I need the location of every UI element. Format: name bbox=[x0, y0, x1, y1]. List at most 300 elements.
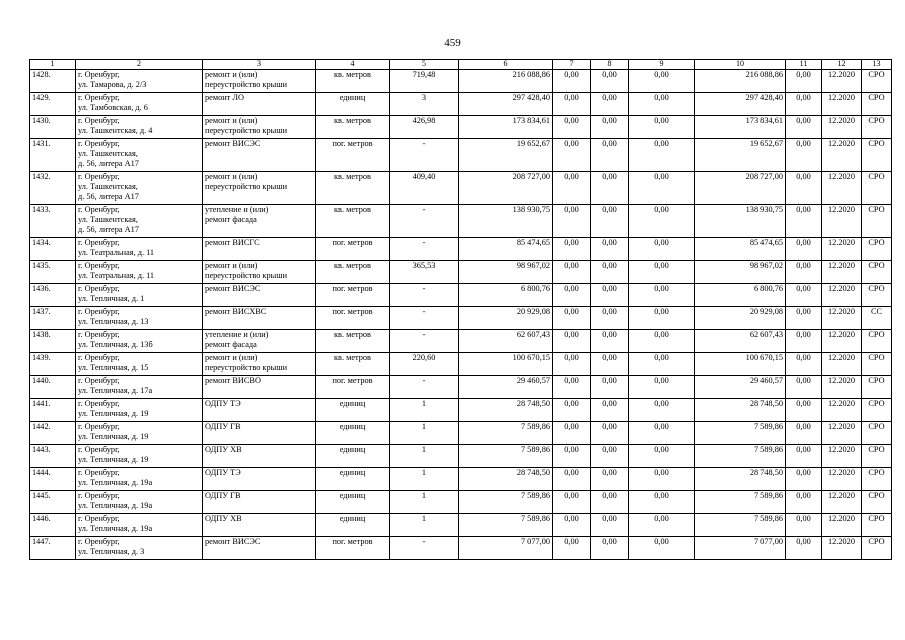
col7-cell: 0,00 bbox=[553, 93, 591, 116]
col11-cell: 0,00 bbox=[786, 116, 822, 139]
work-type-cell-line: ремонт ВИСЭС bbox=[205, 537, 261, 546]
unit-cell: кв. метров bbox=[316, 172, 390, 205]
col9-cell: 0,00 bbox=[629, 172, 695, 205]
row-number: 1434. bbox=[30, 238, 76, 261]
table-row bbox=[30, 514, 892, 537]
table-row bbox=[30, 70, 892, 93]
total-cost-cell: 62 607,43 bbox=[459, 330, 553, 353]
row-number: 1431. bbox=[30, 139, 76, 172]
row-number: 1439. bbox=[30, 353, 76, 376]
column-header: 12 bbox=[822, 60, 862, 70]
row-number: 1433. bbox=[30, 205, 76, 238]
work-type-cell-line: ремонт ВИСВО bbox=[205, 376, 261, 385]
row-number: 1441. bbox=[30, 399, 76, 422]
column-header: 5 bbox=[390, 60, 459, 70]
col7-cell: 0,00 bbox=[553, 445, 591, 468]
address-cell bbox=[76, 376, 203, 399]
date-cell: 12.2020 bbox=[822, 261, 862, 284]
col11-cell: 0,00 bbox=[786, 307, 822, 330]
work-type-cell bbox=[203, 491, 316, 514]
address-cell-line: г. Оренбург, bbox=[78, 491, 120, 500]
unit-cell: единиц bbox=[316, 93, 390, 116]
address-cell-line: ул. Ташкентская, bbox=[78, 149, 138, 158]
unit-cell: пог. метров bbox=[316, 376, 390, 399]
address-cell bbox=[76, 70, 203, 93]
date-cell: 12.2020 bbox=[822, 93, 862, 116]
work-type-cell bbox=[203, 399, 316, 422]
quantity-cell: 1 bbox=[390, 491, 459, 514]
date-cell: 12.2020 bbox=[822, 399, 862, 422]
total-cost-cell: 7 589,86 bbox=[459, 491, 553, 514]
registry-table bbox=[29, 59, 892, 560]
total-cost-cell: 297 428,40 bbox=[459, 93, 553, 116]
col9-cell: 0,00 bbox=[629, 330, 695, 353]
col7-cell: 0,00 bbox=[553, 468, 591, 491]
col9-cell: 0,00 bbox=[629, 353, 695, 376]
work-type-cell-line: ремонт и (или) bbox=[205, 116, 258, 125]
address-cell-line: г. Оренбург, bbox=[78, 238, 120, 247]
unit-cell: кв. метров bbox=[316, 261, 390, 284]
col8-cell: 0,00 bbox=[591, 537, 629, 560]
work-type-cell bbox=[203, 376, 316, 399]
quantity-cell: - bbox=[390, 330, 459, 353]
address-cell bbox=[76, 399, 203, 422]
col10-cell: 173 834,61 bbox=[695, 116, 786, 139]
work-type-cell bbox=[203, 537, 316, 560]
col8-cell: 0,00 bbox=[591, 261, 629, 284]
page-number: 459 bbox=[444, 37, 461, 49]
quantity-cell: 409,40 bbox=[390, 172, 459, 205]
date-cell: 12.2020 bbox=[822, 491, 862, 514]
table-row bbox=[30, 445, 892, 468]
table-row bbox=[30, 468, 892, 491]
address-cell bbox=[76, 468, 203, 491]
row-number: 1429. bbox=[30, 93, 76, 116]
unit-cell: единиц bbox=[316, 491, 390, 514]
address-cell bbox=[76, 284, 203, 307]
total-cost-cell: 85 474,65 bbox=[459, 238, 553, 261]
address-cell-line: г. Оренбург, bbox=[78, 422, 120, 431]
work-type-cell-line: ОДПУ ХВ bbox=[205, 445, 242, 454]
col9-cell: 0,00 bbox=[629, 238, 695, 261]
unit-cell: единиц bbox=[316, 468, 390, 491]
work-type-cell-line: ремонт ВИСГС bbox=[205, 238, 260, 247]
work-type-cell bbox=[203, 238, 316, 261]
quantity-cell: 1 bbox=[390, 514, 459, 537]
total-cost-cell: 7 589,86 bbox=[459, 445, 553, 468]
total-cost-cell: 208 727,00 bbox=[459, 172, 553, 205]
address-cell-line: г. Оренбург, bbox=[78, 445, 120, 454]
address-cell bbox=[76, 422, 203, 445]
table-row bbox=[30, 422, 892, 445]
method-cell: СРО bbox=[862, 238, 892, 261]
table-row bbox=[30, 139, 892, 172]
col8-cell: 0,00 bbox=[591, 491, 629, 514]
column-header: 11 bbox=[786, 60, 822, 70]
col7-cell: 0,00 bbox=[553, 238, 591, 261]
address-cell bbox=[76, 116, 203, 139]
address-cell bbox=[76, 261, 203, 284]
col9-cell: 0,00 bbox=[629, 468, 695, 491]
table-row bbox=[30, 307, 892, 330]
column-number-row bbox=[30, 60, 892, 70]
method-cell: СРО bbox=[862, 261, 892, 284]
address-cell-line: ул. Тепличная, д. 19а bbox=[78, 524, 153, 533]
col9-cell: 0,00 bbox=[629, 70, 695, 93]
date-cell: 12.2020 bbox=[822, 172, 862, 205]
col10-cell: 28 748,50 bbox=[695, 399, 786, 422]
col11-cell: 0,00 bbox=[786, 491, 822, 514]
col9-cell: 0,00 bbox=[629, 116, 695, 139]
method-cell: СРО bbox=[862, 491, 892, 514]
quantity-cell: - bbox=[390, 376, 459, 399]
work-type-cell-line: ремонт ВИСЭС bbox=[205, 139, 261, 148]
work-type-cell-line: ремонт фасада bbox=[205, 340, 257, 349]
work-type-cell bbox=[203, 93, 316, 116]
col10-cell: 216 088,86 bbox=[695, 70, 786, 93]
address-cell bbox=[76, 172, 203, 205]
col11-cell: 0,00 bbox=[786, 205, 822, 238]
total-cost-cell: 19 652,67 bbox=[459, 139, 553, 172]
col11-cell: 0,00 bbox=[786, 172, 822, 205]
date-cell: 12.2020 bbox=[822, 468, 862, 491]
col10-cell: 6 800,76 bbox=[695, 284, 786, 307]
address-cell-line: г. Оренбург, bbox=[78, 330, 120, 339]
address-cell-line: г. Оренбург, bbox=[78, 537, 120, 546]
col11-cell: 0,00 bbox=[786, 514, 822, 537]
column-header: 10 bbox=[695, 60, 786, 70]
col11-cell: 0,00 bbox=[786, 284, 822, 307]
work-type-cell bbox=[203, 468, 316, 491]
address-cell bbox=[76, 353, 203, 376]
address-cell bbox=[76, 205, 203, 238]
col10-cell: 85 474,65 bbox=[695, 238, 786, 261]
quantity-cell: 426,98 bbox=[390, 116, 459, 139]
quantity-cell: 719,48 bbox=[390, 70, 459, 93]
row-number: 1430. bbox=[30, 116, 76, 139]
col7-cell: 0,00 bbox=[553, 139, 591, 172]
work-type-cell-line: ремонт ВИСЭС bbox=[205, 284, 261, 293]
date-cell: 12.2020 bbox=[822, 116, 862, 139]
work-type-cell-line: ОДПУ ТЭ bbox=[205, 468, 241, 477]
date-cell: 12.2020 bbox=[822, 205, 862, 238]
work-type-cell-line: ремонт ВИСХВС bbox=[205, 307, 267, 316]
col8-cell: 0,00 bbox=[591, 205, 629, 238]
col9-cell: 0,00 bbox=[629, 376, 695, 399]
address-cell-line: ул. Тепличная, д. 13 bbox=[78, 317, 149, 326]
address-cell-line: г. Оренбург, bbox=[78, 307, 120, 316]
total-cost-cell: 7 589,86 bbox=[459, 422, 553, 445]
table-row bbox=[30, 116, 892, 139]
col7-cell: 0,00 bbox=[553, 491, 591, 514]
address-cell-line: г. Оренбург, bbox=[78, 116, 120, 125]
work-type-cell bbox=[203, 353, 316, 376]
quantity-cell: 1 bbox=[390, 445, 459, 468]
date-cell: 12.2020 bbox=[822, 376, 862, 399]
col7-cell: 0,00 bbox=[553, 205, 591, 238]
date-cell: 12.2020 bbox=[822, 139, 862, 172]
method-cell: СРО bbox=[862, 284, 892, 307]
method-cell: СРО bbox=[862, 445, 892, 468]
address-cell-line: ул. Театральная, д. 11 bbox=[78, 248, 155, 257]
quantity-cell: 1 bbox=[390, 422, 459, 445]
work-type-cell bbox=[203, 445, 316, 468]
row-number: 1440. bbox=[30, 376, 76, 399]
column-header: 4 bbox=[316, 60, 390, 70]
col7-cell: 0,00 bbox=[553, 70, 591, 93]
col7-cell: 0,00 bbox=[553, 307, 591, 330]
address-cell-line: ул. Тамарова, д. 2/3 bbox=[78, 80, 147, 89]
total-cost-cell: 6 800,76 bbox=[459, 284, 553, 307]
address-cell-line: ул. Тепличная, д. 19 bbox=[78, 455, 149, 464]
work-type-cell bbox=[203, 116, 316, 139]
address-cell-line: ул. Театральная, д. 11 bbox=[78, 271, 155, 280]
col11-cell: 0,00 bbox=[786, 330, 822, 353]
address-cell bbox=[76, 445, 203, 468]
total-cost-cell: 28 748,50 bbox=[459, 468, 553, 491]
work-type-cell-line: переустройство крыши bbox=[205, 182, 288, 191]
col9-cell: 0,00 bbox=[629, 537, 695, 560]
method-cell: СРО bbox=[862, 514, 892, 537]
work-type-cell bbox=[203, 205, 316, 238]
unit-cell: единиц bbox=[316, 399, 390, 422]
quantity-cell: - bbox=[390, 238, 459, 261]
work-type-cell bbox=[203, 514, 316, 537]
address-cell-line: д. 56, литера А17 bbox=[78, 192, 139, 201]
col7-cell: 0,00 bbox=[553, 376, 591, 399]
work-type-cell bbox=[203, 330, 316, 353]
col10-cell: 7 589,86 bbox=[695, 422, 786, 445]
address-cell-line: д. 56, литера А17 bbox=[78, 225, 139, 234]
col8-cell: 0,00 bbox=[591, 376, 629, 399]
col9-cell: 0,00 bbox=[629, 284, 695, 307]
col7-cell: 0,00 bbox=[553, 399, 591, 422]
date-cell: 12.2020 bbox=[822, 514, 862, 537]
work-type-cell bbox=[203, 70, 316, 93]
row-number: 1447. bbox=[30, 537, 76, 560]
work-type-cell-line: ремонт и (или) bbox=[205, 261, 258, 270]
total-cost-cell: 100 670,15 bbox=[459, 353, 553, 376]
address-cell-line: г. Оренбург, bbox=[78, 93, 120, 102]
work-type-cell-line: переустройство крыши bbox=[205, 126, 288, 135]
table-row bbox=[30, 93, 892, 116]
row-number: 1438. bbox=[30, 330, 76, 353]
method-cell: СРО bbox=[862, 70, 892, 93]
col7-cell: 0,00 bbox=[553, 422, 591, 445]
unit-cell: пог. метров bbox=[316, 284, 390, 307]
quantity-cell: - bbox=[390, 307, 459, 330]
method-cell: СРО bbox=[862, 376, 892, 399]
method-cell: СРО bbox=[862, 330, 892, 353]
table-row bbox=[30, 172, 892, 205]
work-type-cell bbox=[203, 422, 316, 445]
table-row bbox=[30, 537, 892, 560]
table-row bbox=[30, 238, 892, 261]
method-cell: СРО bbox=[862, 422, 892, 445]
date-cell: 12.2020 bbox=[822, 284, 862, 307]
col9-cell: 0,00 bbox=[629, 205, 695, 238]
col10-cell: 138 930,75 bbox=[695, 205, 786, 238]
quantity-cell: 3 bbox=[390, 93, 459, 116]
address-cell-line: г. Оренбург, bbox=[78, 468, 120, 477]
work-type-cell-line: ОДПУ ГВ bbox=[205, 422, 241, 431]
col8-cell: 0,00 bbox=[591, 514, 629, 537]
method-cell: СРО bbox=[862, 468, 892, 491]
work-type-cell bbox=[203, 261, 316, 284]
total-cost-cell: 7 077,00 bbox=[459, 537, 553, 560]
total-cost-cell: 7 589,86 bbox=[459, 514, 553, 537]
col8-cell: 0,00 bbox=[591, 330, 629, 353]
row-number: 1435. bbox=[30, 261, 76, 284]
work-type-cell-line: утепление и (или) bbox=[205, 205, 269, 214]
col10-cell: 100 670,15 bbox=[695, 353, 786, 376]
method-cell: СРО bbox=[862, 139, 892, 172]
col11-cell: 0,00 bbox=[786, 261, 822, 284]
column-header: 8 bbox=[591, 60, 629, 70]
col9-cell: 0,00 bbox=[629, 307, 695, 330]
unit-cell: единиц bbox=[316, 422, 390, 445]
address-cell-line: ул. Тепличная, д. 3 bbox=[78, 547, 145, 556]
row-number: 1446. bbox=[30, 514, 76, 537]
col10-cell: 7 589,86 bbox=[695, 491, 786, 514]
col10-cell: 62 607,43 bbox=[695, 330, 786, 353]
col9-cell: 0,00 bbox=[629, 514, 695, 537]
work-type-cell-line: переустройство крыши bbox=[205, 271, 288, 280]
col10-cell: 297 428,40 bbox=[695, 93, 786, 116]
address-cell-line: г. Оренбург, bbox=[78, 139, 120, 148]
total-cost-cell: 28 748,50 bbox=[459, 399, 553, 422]
unit-cell: пог. метров bbox=[316, 537, 390, 560]
col8-cell: 0,00 bbox=[591, 238, 629, 261]
method-cell: СРО bbox=[862, 537, 892, 560]
col8-cell: 0,00 bbox=[591, 284, 629, 307]
col7-cell: 0,00 bbox=[553, 537, 591, 560]
unit-cell: кв. метров bbox=[316, 205, 390, 238]
address-cell-line: ул. Тепличная, д. 17а bbox=[78, 386, 153, 395]
column-header: 6 bbox=[459, 60, 553, 70]
address-cell bbox=[76, 514, 203, 537]
col10-cell: 28 748,50 bbox=[695, 468, 786, 491]
quantity-cell: - bbox=[390, 537, 459, 560]
method-cell: СРО bbox=[862, 172, 892, 205]
col8-cell: 0,00 bbox=[591, 399, 629, 422]
method-cell: СС bbox=[862, 307, 892, 330]
col11-cell: 0,00 bbox=[786, 422, 822, 445]
col8-cell: 0,00 bbox=[591, 468, 629, 491]
col11-cell: 0,00 bbox=[786, 70, 822, 93]
col11-cell: 0,00 bbox=[786, 399, 822, 422]
row-number: 1445. bbox=[30, 491, 76, 514]
date-cell: 12.2020 bbox=[822, 330, 862, 353]
row-number: 1432. bbox=[30, 172, 76, 205]
method-cell: СРО bbox=[862, 116, 892, 139]
table-row bbox=[30, 261, 892, 284]
row-number: 1444. bbox=[30, 468, 76, 491]
total-cost-cell: 20 929,08 bbox=[459, 307, 553, 330]
address-cell-line: ул. Тамбовская, д. 6 bbox=[78, 103, 148, 112]
total-cost-cell: 98 967,02 bbox=[459, 261, 553, 284]
row-number: 1436. bbox=[30, 284, 76, 307]
quantity-cell: 365,53 bbox=[390, 261, 459, 284]
method-cell: СРО bbox=[862, 399, 892, 422]
column-header: 3 bbox=[203, 60, 316, 70]
col7-cell: 0,00 bbox=[553, 514, 591, 537]
col8-cell: 0,00 bbox=[591, 116, 629, 139]
address-cell-line: д. 56, литера А17 bbox=[78, 159, 139, 168]
address-cell-line: г. Оренбург, bbox=[78, 284, 120, 293]
work-type-cell bbox=[203, 172, 316, 205]
date-cell: 12.2020 bbox=[822, 353, 862, 376]
total-cost-cell: 173 834,61 bbox=[459, 116, 553, 139]
column-header: 1 bbox=[30, 60, 76, 70]
address-cell-line: г. Оренбург, bbox=[78, 205, 120, 214]
work-type-cell bbox=[203, 284, 316, 307]
work-type-cell-line: ремонт фасада bbox=[205, 215, 257, 224]
col10-cell: 20 929,08 bbox=[695, 307, 786, 330]
total-cost-cell: 29 460,57 bbox=[459, 376, 553, 399]
quantity-cell: - bbox=[390, 284, 459, 307]
unit-cell: пог. метров bbox=[316, 139, 390, 172]
address-cell bbox=[76, 139, 203, 172]
table-row bbox=[30, 284, 892, 307]
col9-cell: 0,00 bbox=[629, 399, 695, 422]
col8-cell: 0,00 bbox=[591, 70, 629, 93]
address-cell-line: ул. Тепличная, д. 13б bbox=[78, 340, 153, 349]
address-cell-line: г. Оренбург, bbox=[78, 172, 120, 181]
col9-cell: 0,00 bbox=[629, 93, 695, 116]
col11-cell: 0,00 bbox=[786, 376, 822, 399]
col9-cell: 0,00 bbox=[629, 491, 695, 514]
address-cell bbox=[76, 330, 203, 353]
date-cell: 12.2020 bbox=[822, 422, 862, 445]
table-row bbox=[30, 353, 892, 376]
work-type-cell-line: переустройство крыши bbox=[205, 363, 288, 372]
date-cell: 12.2020 bbox=[822, 537, 862, 560]
address-cell-line: ул. Тепличная, д. 19а bbox=[78, 501, 153, 510]
row-number: 1428. bbox=[30, 70, 76, 93]
address-cell-line: г. Оренбург, bbox=[78, 353, 120, 362]
table-row bbox=[30, 376, 892, 399]
col8-cell: 0,00 bbox=[591, 93, 629, 116]
row-number: 1442. bbox=[30, 422, 76, 445]
date-cell: 12.2020 bbox=[822, 307, 862, 330]
row-number: 1443. bbox=[30, 445, 76, 468]
col11-cell: 0,00 bbox=[786, 353, 822, 376]
col8-cell: 0,00 bbox=[591, 422, 629, 445]
col11-cell: 0,00 bbox=[786, 468, 822, 491]
method-cell: СРО bbox=[862, 353, 892, 376]
unit-cell: единиц bbox=[316, 445, 390, 468]
col10-cell: 208 727,00 bbox=[695, 172, 786, 205]
table-row bbox=[30, 491, 892, 514]
work-type-cell-line: ОДПУ ТЭ bbox=[205, 399, 241, 408]
address-cell bbox=[76, 537, 203, 560]
address-cell-line: ул. Тепличная, д. 19 bbox=[78, 409, 149, 418]
col8-cell: 0,00 bbox=[591, 445, 629, 468]
address-cell bbox=[76, 238, 203, 261]
work-type-cell-line: ремонт и (или) bbox=[205, 70, 258, 79]
col7-cell: 0,00 bbox=[553, 261, 591, 284]
col9-cell: 0,00 bbox=[629, 261, 695, 284]
address-cell-line: г. Оренбург, bbox=[78, 399, 120, 408]
date-cell: 12.2020 bbox=[822, 70, 862, 93]
col8-cell: 0,00 bbox=[591, 307, 629, 330]
address-cell-line: г. Оренбург, bbox=[78, 376, 120, 385]
method-cell: СРО bbox=[862, 93, 892, 116]
col11-cell: 0,00 bbox=[786, 445, 822, 468]
date-cell: 12.2020 bbox=[822, 445, 862, 468]
work-type-cell-line: ОДПУ ГВ bbox=[205, 491, 241, 500]
